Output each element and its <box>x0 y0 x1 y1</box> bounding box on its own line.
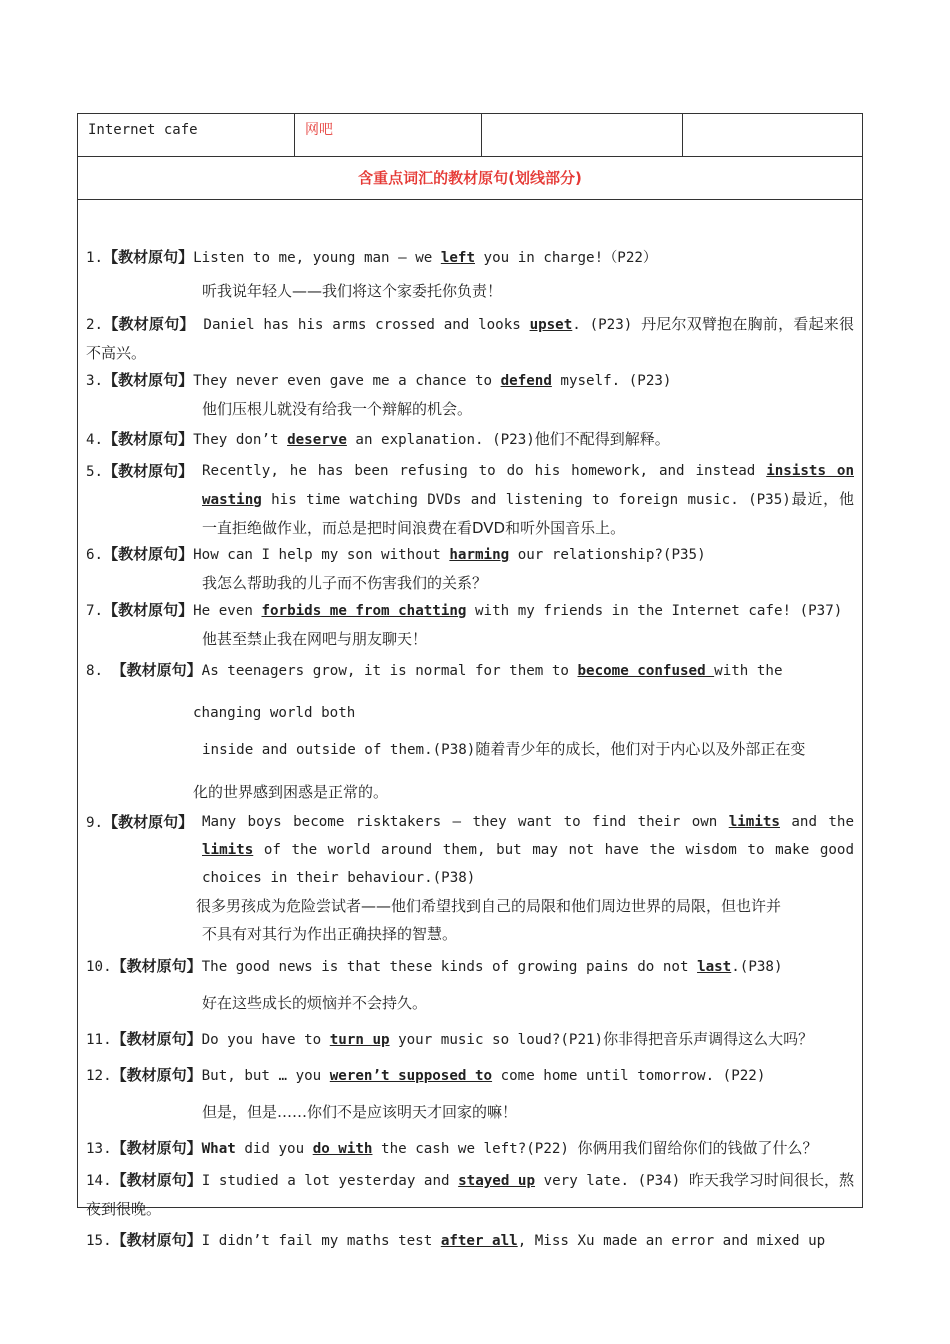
sentence-number: 10. <box>86 959 112 975</box>
sentence-number: 5. <box>86 464 104 480</box>
tag-label: 【教材原句】 <box>103 601 194 619</box>
translation: 丹尼尔双臂抱在胸前，看起来很不高兴。 <box>86 315 854 362</box>
key-word: left <box>440 250 475 266</box>
sentence-12 <box>86 1061 854 1126</box>
sentence-text: But, but … you <box>201 1068 330 1084</box>
chinese-meaning-cell: 网吧 <box>295 114 482 156</box>
sentence-text: , Miss Xu made an error and mixed up <box>517 1233 826 1249</box>
section-title: 含重点词汇的教材原句(划线部分) <box>78 157 862 200</box>
tag-label: 【教材原句】 <box>103 315 195 333</box>
sentence-number: 15. <box>86 1233 112 1249</box>
key-word: defend <box>500 373 552 389</box>
sentence-text: with the <box>714 663 783 679</box>
key-word: turn up <box>329 1032 390 1048</box>
translation: 他甚至禁止我在网吧与朋友聊天！ <box>202 630 428 648</box>
key-word: become confused <box>577 663 715 679</box>
sentence-text: changing world both <box>193 705 356 721</box>
key-word: last <box>697 959 732 975</box>
sentence-text: with my friends in the Internet cafe! (P37) <box>466 603 843 619</box>
tag-label: 【教材原句】 <box>111 1139 202 1157</box>
sentence-text: Many boys become risktakers — they want to find their own <box>202 814 729 830</box>
sentence-number: 9. <box>86 815 104 831</box>
sentence-10 <box>86 952 854 1017</box>
sentence-text: I studied a lot yesterday and <box>201 1173 459 1189</box>
sentence-text: our relationship?(P35) <box>509 547 706 563</box>
tag-label: 【教材原句】 <box>103 813 194 831</box>
sentence-text: He even <box>193 603 262 619</box>
sentence-text: Listen to me, young man — we <box>193 250 441 266</box>
sentence-text: I didn’t fail my maths test <box>201 1233 441 1249</box>
translation: 你俩用我们留给你们的钱做了什么？ <box>577 1139 818 1157</box>
key-word: forbids me from chatting <box>261 603 467 619</box>
sentence-number: 11. <box>86 1032 112 1048</box>
translation: 最近，他一直拒绝做作业，而总是把时间浪费在看DVD和听外国音乐上。 <box>202 490 854 537</box>
sentence-text: Recently, he has been refusing to do his homework, and instead <box>202 463 767 479</box>
sentence-text: As teenagers grow, it is normal for them to <box>201 663 578 679</box>
key-word: deserve <box>287 432 347 448</box>
sentence-3 <box>86 366 854 423</box>
translation: 随着青少年的成长，他们对于内心以及外部正在变 <box>475 740 806 758</box>
sentence-text: did you <box>235 1141 313 1157</box>
translation: 你非得把音乐声调得这么大吗？ <box>603 1030 814 1048</box>
sentence-text: very late. (P34) <box>535 1173 689 1189</box>
sentence-number: 7. <box>86 603 104 619</box>
sentence-text: . (P23) <box>572 317 642 333</box>
sentence-number: 12. <box>86 1068 112 1084</box>
sentence-text: Daniel has his arms crossed and looks <box>194 317 530 333</box>
sentence-11 <box>86 1025 854 1054</box>
tag-label: 【教材原句】 <box>103 371 194 389</box>
sentence-6 <box>86 540 854 597</box>
tag-label: 【教材原句】 <box>111 957 202 975</box>
sentence-text: your music so loud?(P21) <box>389 1032 604 1048</box>
tag-label: 【教材原句】 <box>103 248 194 266</box>
sentence-text: his time watching DVDs and listening to foreign music. (P35) <box>261 492 791 508</box>
sentence-text: Do you have to <box>201 1032 330 1048</box>
sentence-2 <box>86 310 854 368</box>
tag-label: 【教材原句】 <box>103 430 194 448</box>
translation: 他们压根儿就没有给我一个辩解的机会。 <box>202 400 473 418</box>
tag-label: 【教材原句】 <box>111 1171 202 1189</box>
vocabulary-table <box>77 113 863 1249</box>
sentence-7 <box>86 596 854 653</box>
key-word: harming <box>449 547 510 563</box>
translation: 听我说年轻人——我们将这个家委托你负责！ <box>202 282 503 300</box>
tag-label: 【教材原句】 <box>111 1030 202 1048</box>
sentence-text: The good news is that these kinds of growing pains do not <box>201 959 698 975</box>
tag-label: 【教材原句】 <box>103 545 194 563</box>
key-word: after all <box>440 1233 518 1249</box>
translation: 昨天我学习时间很长，熬夜到很晚。 <box>86 1171 855 1218</box>
sentence-number: 14. <box>86 1173 112 1189</box>
translation: 我怎么帮助我的儿子而不伤害我们的关系？ <box>202 574 488 592</box>
sentence-8 <box>86 656 854 806</box>
sentence-text: come home until tomorrow. (P22) <box>492 1068 766 1084</box>
sentence-15 <box>86 1226 854 1255</box>
key-word: weren’t supposed to <box>329 1068 493 1084</box>
sentence-text: They never even gave me a chance to <box>193 373 501 389</box>
translation: 很多男孩成为危险尝试者——他们希望找到自己的局限和他们周边世界的局限，但也许并 <box>196 897 782 915</box>
sentence-text: of the world around them, but may not have the wisdom to make good choices in their behaviour.(P38) <box>202 842 854 886</box>
sentence-14 <box>86 1166 854 1224</box>
sentence-text: and the <box>779 814 854 830</box>
sentence-number: 13. <box>86 1141 112 1157</box>
translation: 他们不配得到解释。 <box>534 430 670 448</box>
key-word: upset <box>529 317 573 333</box>
sentence-1 <box>86 243 854 305</box>
sentence-number: 3. <box>86 373 104 389</box>
table-row <box>78 114 862 157</box>
tag-label: 【教材原句】 <box>103 462 194 480</box>
translation: 不具有对其行为作出正确抉择的智慧。 <box>202 925 458 943</box>
sentence-text: an explanation. (P23) <box>346 432 535 448</box>
tag-label: 【教材原句】 <box>111 1066 202 1084</box>
sentence-5 <box>86 457 854 543</box>
sentence-text: They don’t <box>193 432 288 448</box>
key-word: do with <box>312 1141 373 1157</box>
key-word: stayed up <box>458 1173 536 1189</box>
tag-label: 【教材原句】 <box>111 661 202 679</box>
sentence-text: inside and outside of them.(P38) <box>202 742 476 758</box>
sentence-number: 1. <box>86 250 104 266</box>
translation: 化的世界感到困惑是正常的。 <box>193 783 389 801</box>
sentence-number: 4. <box>86 432 104 448</box>
key-word: limits <box>728 814 780 830</box>
sentence-text: .(P38) <box>731 959 783 975</box>
sentence-number: 8. <box>86 663 104 679</box>
sentence-13 <box>86 1134 854 1163</box>
sentence-text: How can I help my son without <box>193 547 450 563</box>
empty-cell <box>482 114 683 156</box>
key-word: insists on wasting <box>202 463 854 508</box>
sentence-text: myself. (P23) <box>551 373 672 389</box>
sentence-text: the cash we left?(P22) <box>372 1141 578 1157</box>
english-word-cell: Internet cafe <box>78 114 295 156</box>
tag-label: 【教材原句】 <box>111 1231 202 1249</box>
sentence-number: 2. <box>86 317 104 333</box>
sentence-text: you in charge!（P22） <box>475 250 658 266</box>
sentence-number: 6. <box>86 547 104 563</box>
key-word: limits <box>202 842 254 858</box>
translation: 但是，但是……你们不是应该明天才回家的嘛！ <box>202 1103 518 1121</box>
sentence-4 <box>86 425 854 454</box>
translation: 好在这些成长的烦恼并不会持久。 <box>202 994 428 1012</box>
empty-cell <box>683 114 862 156</box>
sentence-text: What <box>201 1141 236 1157</box>
sentence-9 <box>86 808 854 948</box>
